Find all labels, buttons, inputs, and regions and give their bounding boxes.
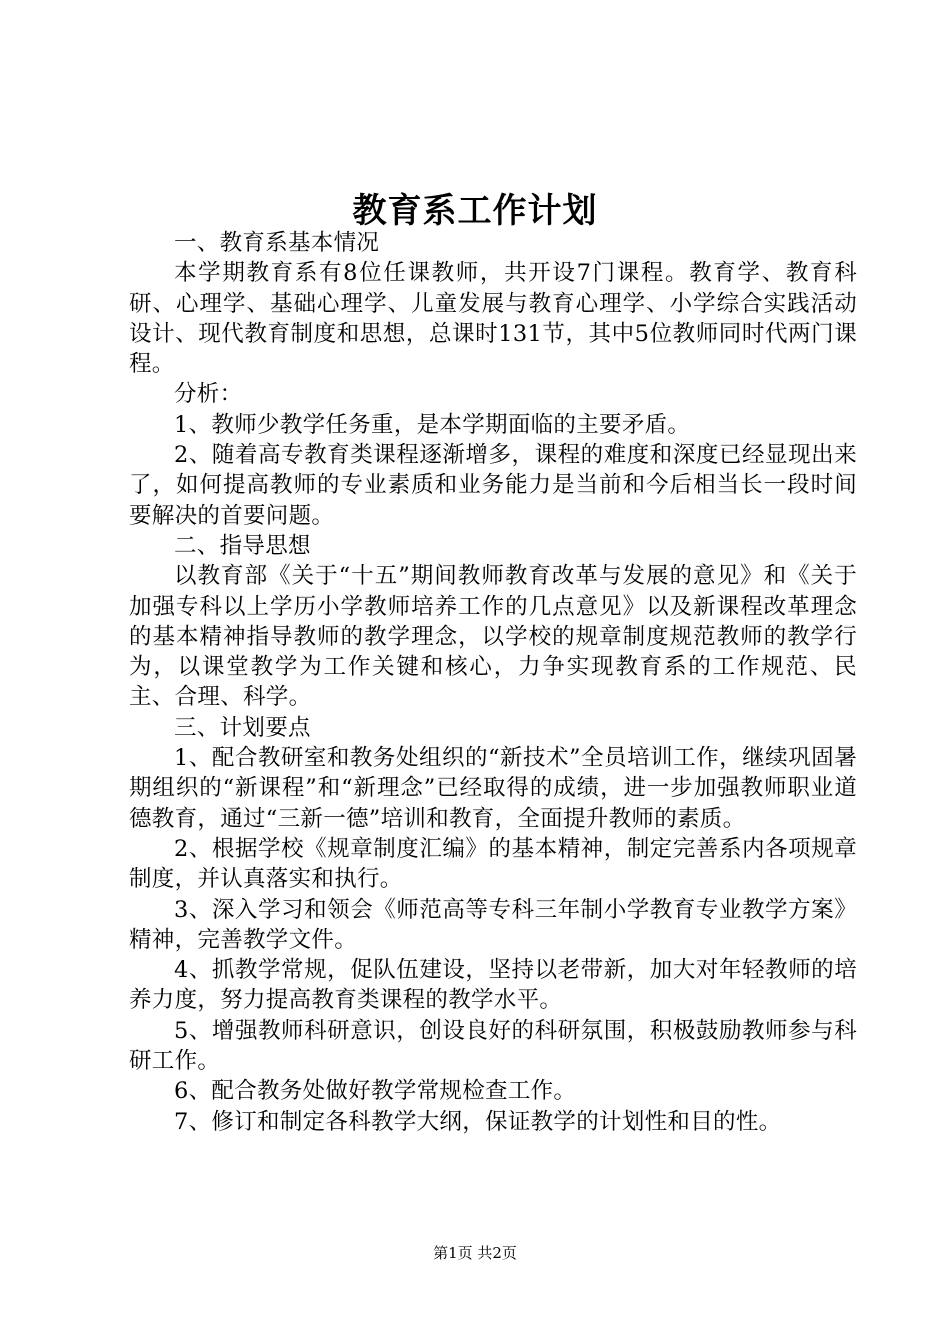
section-heading-plan: 三、计划要点 [174, 714, 311, 741]
page-number: 第1页 共2页 [433, 1244, 517, 1262]
plan-item-2: 2、根据学校《规章制度汇编》的基本精神，制定完善系内各项规章制度，并认真落实和执行。 [129, 835, 857, 893]
plan-item-5: 5、增强教师科研意识，创设良好的科研氛围，积极鼓励教师参与科研工作。 [129, 1017, 857, 1075]
section-heading-guiding: 二、指导思想 [174, 532, 311, 559]
plan-item-3: 3、深入学习和领会《师范高等专科三年制小学教育专业教学方案》精神，完善教学文件。 [129, 896, 857, 953]
paragraph-basic-info: 本学期教育系有8位任课教师，共开设7门课程。教育学、教育科研、心理学、基础心理学、儿童发展与教育心理学、小学综合实践活动设计、现代教育制度和思想，总课时131节，其中5位教师同时代两门课程。 [129, 260, 857, 378]
document-title: 教育系工作计划 [352, 191, 598, 231]
plan-item-7: 7、修订和制定各科教学大纲，保证教学的计划性和目的性。 [174, 1108, 782, 1135]
analysis-item-1: 1、教师少教学任务重，是本学期面临的主要矛盾。 [174, 411, 691, 438]
plan-item-4: 4、抓教学常规，促队伍建设，坚持以老带新，加大对年轻教师的培养力度，努力提高教育类课程的教学水平。 [129, 957, 857, 1014]
analysis-item-2: 2、随着高专教育类课程逐渐增多，课程的难度和深度已经显现出来了，如何提高教师的专业素质和业务能力是当前和今后相当长一段时间要解决的首要问题。 [129, 442, 857, 529]
document-body [129, 228, 857, 1137]
analysis-label: 分析： [174, 381, 243, 408]
plan-item-6: 6、配合教务处做好教学常规检查工作。 [174, 1078, 577, 1105]
section-heading-basic-info: 一、教育系基本情况 [174, 230, 380, 256]
plan-item-1: 1、配合教研室和教务处组织的“新技术”全员培训工作，继续巩固暑期组织的“新课程”和“新理念”已经取得的成绩，进一步加强教师职业道德教育，通过“三新一德”培训和教育，全面提升教师的素质。 [129, 745, 857, 832]
paragraph-guiding: 以教育部《关于“十五”期间教师教育改革与发展的意见》和《关于加强专科以上学历小学教师培养工作的几点意见》以及新课程改革理念的基本精神指导教师的教学理念，以学校的规章制度规范教师的教学行为，以课堂教学为工作关键和核心，力争实现教育系的工作规范、民主、合理、科学。 [129, 563, 857, 711]
